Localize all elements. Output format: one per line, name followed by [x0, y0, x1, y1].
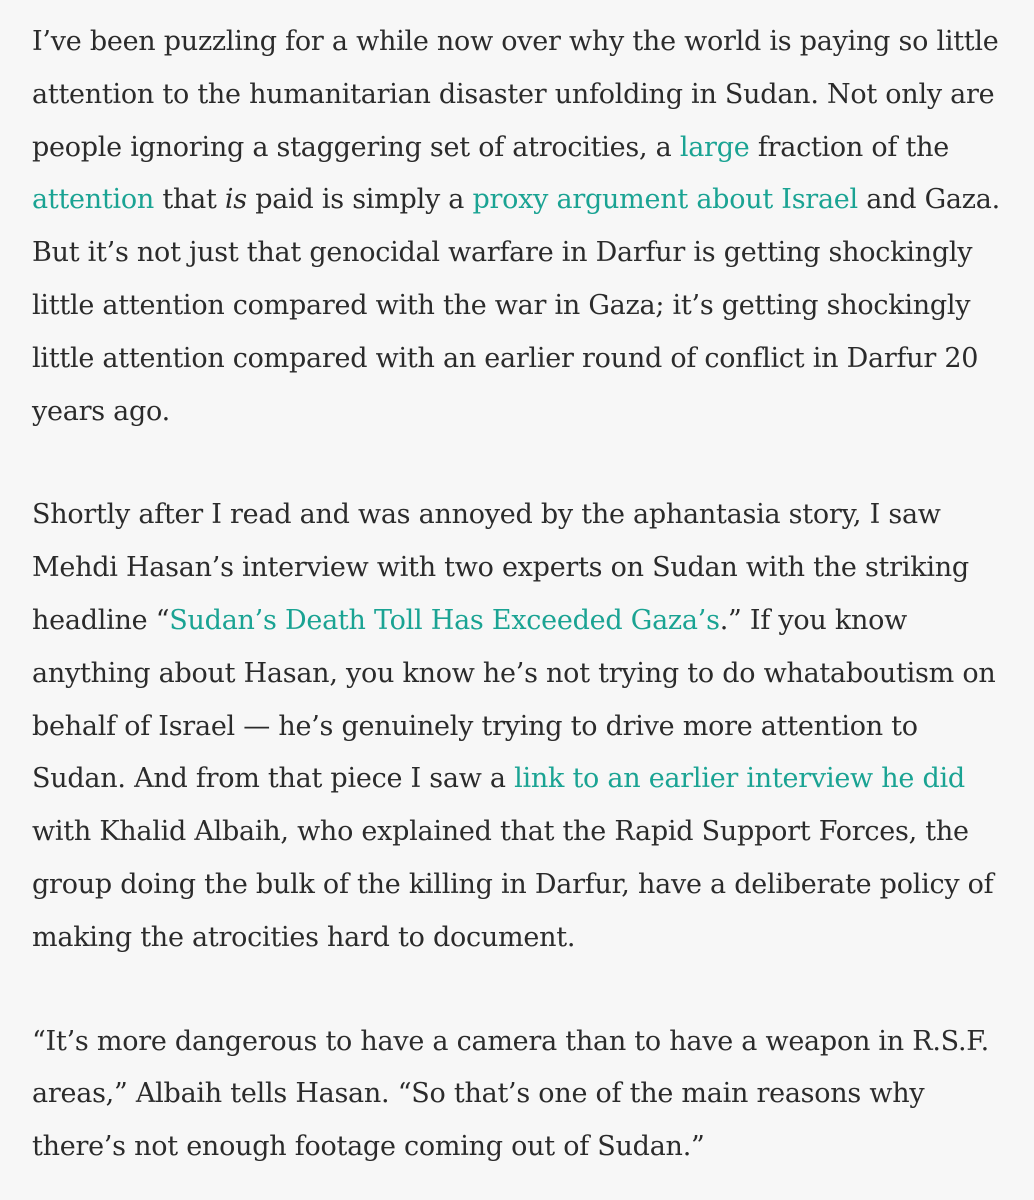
link-sudan-death-toll[interactable]: Sudan’s Death Toll Has Exceeded Gaza’s [169, 604, 720, 636]
paragraph-2-text-1: Shortly after I read and was annoyed by the aphantasia story, I saw Mehdi Hasan’s interview with two experts on Sudan with the striking headline “ [32, 499, 969, 636]
paragraph-2-text-2: .” If you know anything about Hasan, you know he’s not trying to do whataboutism on behalf of Israel — he’s genuinely trying to drive more attention to Sudan. And from that piece I saw a [32, 604, 996, 795]
paragraph-1-text-4: paid is simply a [246, 184, 473, 216]
link-attention[interactable]: attention [32, 184, 155, 216]
emphasis-is: is [224, 184, 247, 216]
paragraph-3-text-1: “It’s more dangerous to have a camera than to have a weapon in R.S.F. areas,” Albaih tells Hasan. “So that’s one of the main reasons why there’s not enough footage coming out of Sudan.” [32, 1025, 989, 1163]
link-earlier-interview[interactable]: link to an earlier interview he did [514, 763, 965, 795]
link-proxy-argument[interactable]: proxy argument about Israel [472, 184, 858, 216]
paragraph-1-text-3: that [154, 184, 225, 216]
paragraph-2 [32, 489, 1010, 964]
paragraph-3 [32, 1016, 1010, 1174]
paragraph-1-text-2: fraction of the [749, 131, 949, 163]
paragraph-2-text-3: with Khalid Albaih, who explained that the Rapid Support Forces, the group doing the bulk of the killing in Darfur, have a deliberate policy of making the atrocities hard to document. [32, 816, 994, 953]
paragraph-1 [32, 16, 1010, 438]
paragraph-1-text-1: I’ve been puzzling for a while now over why the world is paying so little attention to the humanitarian disaster unfolding in Sudan. Not only are people ignoring a staggering set of atrocities, a [32, 26, 999, 163]
paragraph-1-text-5: and Gaza. But it’s not just that genocidal warfare in Darfur is getting shockingly little attention compared with the war in Gaza; it’s getting shockingly little attention compared with an earlier round of conflict in Darfur 20 years ago. [32, 184, 1000, 427]
link-large[interactable]: large [679, 131, 750, 163]
